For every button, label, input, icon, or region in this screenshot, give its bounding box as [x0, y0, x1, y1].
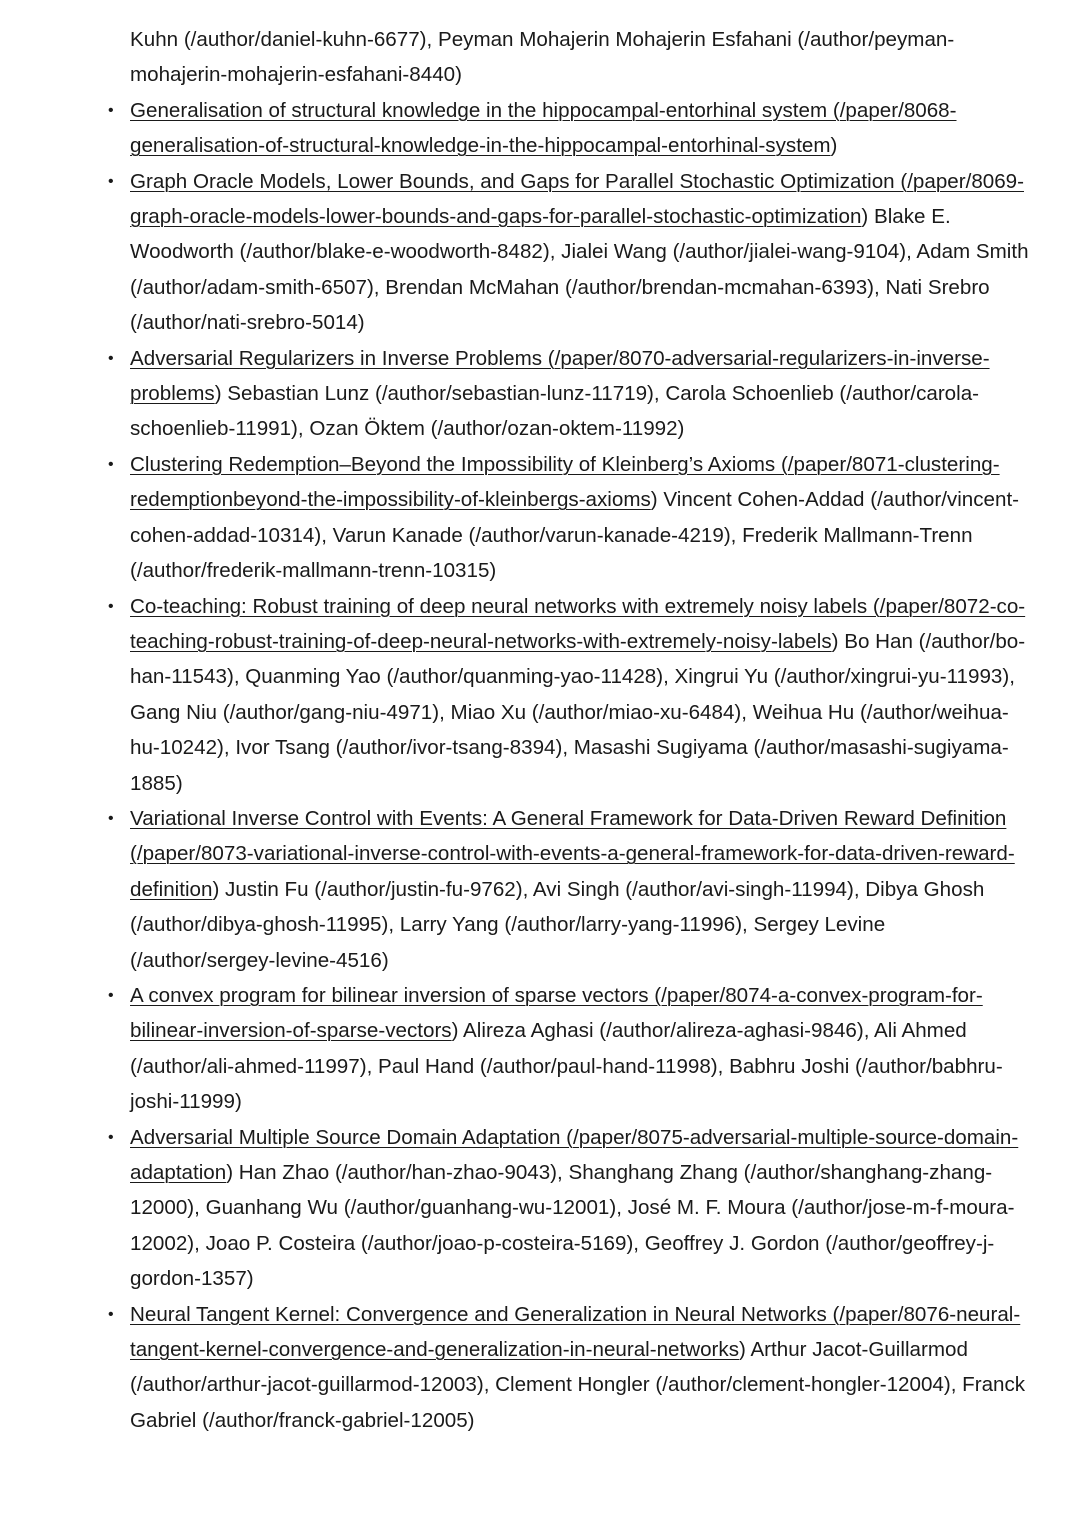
- paper-authors: ) Arthur Jacot-Guillarmod (/author/arthur-jacot-guillarmod-12003), Clement Hongler (/author/clement-hongler-12004), Franck Gabriel (/author/franck-gabriel-12005): [130, 1338, 1026, 1432]
- paper-list-item: [108, 164, 1030, 341]
- paper-list-item: [108, 93, 1030, 164]
- continued-author-text: Kuhn (/author/daniel-kuhn-6677), Peyman Mohajerin Mohajerin Esfahani (/author/peyman-mohajerin-mohajerin-esfahani-8440): [130, 28, 955, 87]
- bullet-icon: •: [108, 986, 114, 1004]
- paper-list: [0, 93, 1080, 1438]
- paper-title-link[interactable]: Adversarial Regularizers in Inverse Problems (/paper/8070-adversarial-regularizers-in-inverse-problems: [130, 346, 990, 406]
- paper-authors: ) Bo Han (/author/bo-han-11543), Quanming Yao (/author/quanming-yao-11428), Xingrui Yu (/author/xingrui-yu-11993), Gang Niu (/author/gang-niu-4971), Miao Xu (/author/miao-xu-6484), Weihua Hu (/author/weihua-hu-10242), Ivor Tsang (/author/ivor-tsang-8394), Masashi Sugiyama (/author/masashi-sugiyama-1885): [130, 629, 1026, 795]
- paper-list-item: [108, 589, 1030, 801]
- paper-authors: ): [830, 134, 838, 158]
- paper-list-item: [108, 1120, 1030, 1297]
- bullet-icon: •: [108, 597, 114, 615]
- paper-title-link[interactable]: Neural Tangent Kernel: Convergence and Generalization in Neural Networks (/paper/8076-neural-tangent-kernel-convergence-and-generalization-in-neural-networks: [130, 1302, 1021, 1362]
- paper-list-page: [0, 22, 1080, 1438]
- paper-title-link[interactable]: Adversarial Multiple Source Domain Adaptation (/paper/8075-adversarial-multiple-source-domain-adaptation: [130, 1125, 1019, 1184]
- bullet-icon: •: [108, 455, 114, 473]
- bullet-icon: •: [108, 809, 114, 827]
- bullet-icon: •: [108, 101, 114, 119]
- paper-title-link[interactable]: Co-teaching: Robust training of deep neural networks with extremely noisy labels (/paper/8072-co-teaching-robust-training-of-deep-neural-networks-with-extremely-noisy-labels: [130, 594, 1026, 653]
- paper-title-link[interactable]: Generalisation of structural knowledge in the hippocampal-entorhinal system (/paper/8068-generalisation-of-structural-knowledge-in-the-hippocampal-entorhinal-system: [130, 98, 957, 158]
- paper-title-link[interactable]: Graph Oracle Models, Lower Bounds, and Gaps for Parallel Stochastic Optimization (/paper/8069-graph-oracle-models-lower-bounds-and-gaps-for-parallel-stochastic-optimization: [130, 169, 1024, 229]
- paper-list-item: [108, 1297, 1030, 1439]
- bullet-icon: •: [108, 1305, 114, 1323]
- paper-authors: ) Han Zhao (/author/han-zhao-9043), Shanghang Zhang (/author/shanghang-zhang-12000), Guanhang Wu (/author/guanhang-wu-12001), José M. F. Moura (/author/jose-m-f-moura-12002), Joao P. Costeira (/author/joao-p-costeira-5169), Geoffrey J. Gordon (/author/geoffrey-j-gordon-1357): [130, 1161, 1015, 1291]
- paper-list-item: [108, 447, 1030, 589]
- bullet-icon: •: [108, 349, 114, 367]
- paper-list-item: [108, 978, 1030, 1120]
- paper-title-link[interactable]: Clustering Redemption–Beyond the Impossibility of Kleinberg’s Axioms (/paper/8071-clustering-redemptionbeyond-the-impossibility-of-kleinbergs-axioms: [130, 452, 1000, 512]
- bullet-icon: •: [108, 172, 114, 190]
- paper-authors: ) Justin Fu (/author/justin-fu-9762), Avi Singh (/author/avi-singh-11994), Dibya Ghosh (/author/dibya-ghosh-11995), Larry Yang (/author/larry-yang-11996), Sergey Levine (/author/sergey-levine-4516): [130, 877, 985, 972]
- paper-authors: ) Blake E. Woodworth (/author/blake-e-woodworth-8482), Jialei Wang (/author/jialei-wang-9104), Adam Smith (/author/adam-smith-6507), Brendan McMahan (/author/brendan-mcmahan-6393), Nati Srebro (/author/nati-srebro-5014): [130, 205, 1029, 335]
- paper-title-link[interactable]: Variational Inverse Control with Events: A General Framework for Data-Driven Reward Definition (/paper/8073-variational-inverse-control-with-events-a-general-framework-for-data-driven-reward-definition: [130, 806, 1015, 901]
- bullet-icon: •: [108, 1128, 114, 1146]
- paper-authors: ) Sebastian Lunz (/author/sebastian-lunz-11719), Carola Schoenlieb (/author/carola-schoenlieb-11991), Ozan Öktem (/author/ozan-oktem-11992): [130, 382, 980, 441]
- paper-authors: ) Alireza Aghasi (/author/alireza-aghasi-9846), Ali Ahmed (/author/ali-ahmed-11997), Paul Hand (/author/paul-hand-11998), Babhru Joshi (/author/babhru-joshi-11999): [130, 1019, 1003, 1114]
- paper-list-item: [108, 801, 1030, 978]
- paper-authors: ) Vincent Cohen-Addad (/author/vincent-cohen-addad-10314), Varun Kanade (/author/varun-kanade-4219), Frederik Mallmann-Trenn (/author/frederik-mallmann-trenn-10315): [130, 488, 1020, 583]
- paper-title-link[interactable]: A convex program for bilinear inversion of sparse vectors (/paper/8074-a-convex-program-for-bilinear-inversion-of-sparse-vectors: [130, 983, 983, 1043]
- paper-list-item: [108, 341, 1030, 447]
